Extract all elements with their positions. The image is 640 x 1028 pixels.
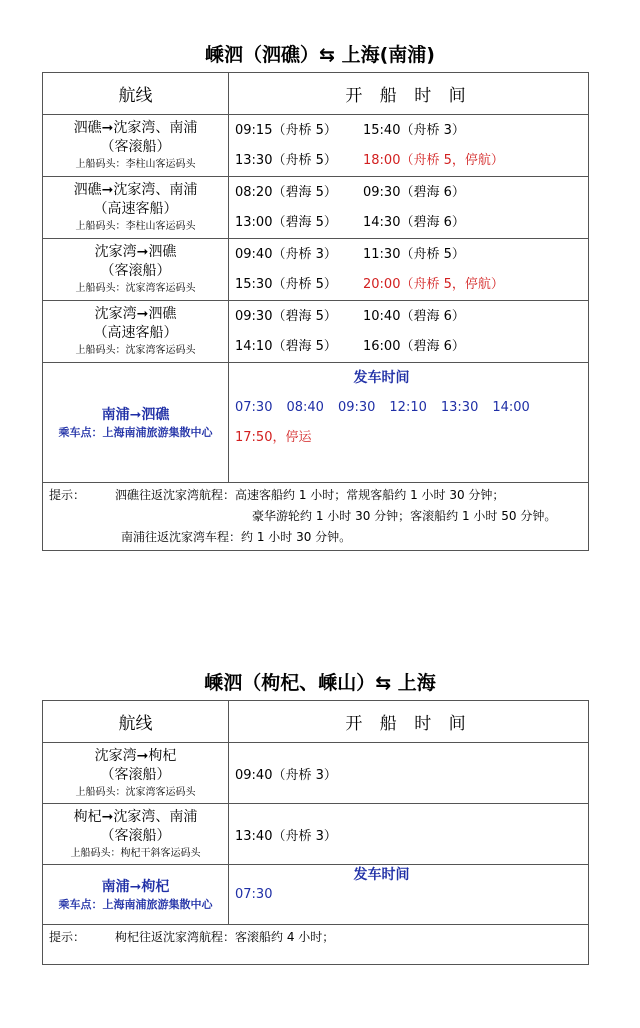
departure-time: 09:15（舟桥 5） [235, 123, 337, 138]
table-row [43, 177, 589, 239]
times-cell [229, 239, 589, 301]
route-name: 沈家湾➞泗礁 [94, 306, 177, 322]
vessel-type: （客滚船） [100, 767, 171, 783]
vessel-type: （高速客船） [93, 325, 178, 341]
bus-route-cell [43, 363, 229, 483]
boarding-pier: 上船码头：沈家湾客运码头 [75, 283, 196, 294]
route-cell [43, 177, 229, 239]
bus-row [43, 865, 589, 925]
bus-stop: 乘车点：上海南浦旅游集散中心 [58, 897, 213, 911]
table-row [43, 804, 589, 865]
route-cell [43, 301, 229, 363]
route-cell [43, 239, 229, 301]
route-cell [43, 115, 229, 177]
header-time: 开 船 时 间 [229, 701, 589, 743]
boarding-pier: 上船码头：李柱山客运码头 [75, 221, 196, 232]
vessel-type: （客滚船） [100, 139, 171, 155]
bus-time: 08:40 [286, 400, 324, 415]
route-cell [43, 743, 229, 804]
times-cell [229, 115, 589, 177]
bus-times-heading: 发车时间 [353, 867, 410, 883]
notes-cell [43, 925, 589, 965]
bus-row [43, 363, 589, 483]
header-route: 航线 [43, 701, 229, 743]
departure-time: 15:30（舟桥 5） [235, 277, 337, 292]
vessel-type: （客滚船） [100, 828, 171, 844]
times-cell [229, 743, 589, 804]
departure-time: 11:30（舟桥 5） [363, 247, 465, 262]
schedule-table-gouqi [42, 700, 589, 965]
notes-row [43, 925, 589, 965]
note-line: 枸杞往返沈家湾航程：客滚船约 4 小时； [115, 930, 335, 944]
section1-title: 嵊泗（泗礁）⇆ 上海(南浦) [205, 44, 435, 66]
departure-time: 13:00（碧海 5） [235, 215, 337, 230]
times-cell [229, 301, 589, 363]
route-name: 泗礁➞沈家湾、南浦 [73, 182, 198, 198]
bus-times-cell [229, 363, 589, 483]
bus-time-suspended: 17:50，停运 [235, 430, 312, 445]
notes-row [43, 483, 589, 551]
bus-times-heading: 发车时间 [353, 370, 410, 386]
route-name: 泗礁➞沈家湾、南浦 [73, 120, 198, 136]
route-name: 沈家湾➞泗礁 [94, 244, 177, 260]
table-row [43, 239, 589, 301]
departure-time-suspended: 20:00（舟桥 5，停航） [363, 277, 504, 292]
bus-route-name: 南浦➞泗礁 [101, 406, 170, 423]
notes-label: 提示： [49, 488, 86, 502]
bus-stop: 乘车点：上海南浦旅游集散中心 [58, 425, 213, 439]
departure-time-suspended: 18:00（舟桥 5，停航） [363, 153, 504, 168]
table-row [43, 301, 589, 363]
departure-time: 14:30（碧海 6） [363, 215, 465, 230]
departure-time: 08:20（碧海 5） [235, 185, 337, 200]
bus-times-cell [229, 865, 589, 925]
table-row [43, 743, 589, 804]
route-name: 沈家湾➞枸杞 [94, 748, 177, 764]
bus-time: 13:30 [440, 400, 479, 415]
table-header [43, 73, 589, 115]
notes-cell [43, 483, 589, 551]
bus-route-cell [43, 865, 229, 925]
note-line: 豪华游轮约 1 小时 30 分钟；客滚船约 1 小时 50 分钟。 [252, 509, 557, 523]
bus-route-name: 南浦➞枸杞 [101, 878, 170, 895]
boarding-pier: 上船码头：李柱山客运码头 [75, 159, 196, 170]
route-name: 枸杞➞沈家湾、南浦 [73, 809, 198, 825]
notes-label: 提示： [49, 930, 86, 944]
boarding-pier: 上船码头：沈家湾客运码头 [75, 345, 196, 356]
departure-time: 10:40（碧海 6） [363, 309, 465, 324]
bus-time: 07:30 [235, 400, 273, 415]
departure-time: 15:40（舟桥 3） [363, 123, 465, 138]
bus-times-list [235, 393, 588, 423]
note-line: 南浦往返沈家湾车程：约 1 小时 30 分钟。 [121, 530, 352, 544]
departure-time: 14:10（碧海 5） [235, 339, 337, 354]
times-cell [229, 177, 589, 239]
vessel-type: （高速客船） [93, 201, 178, 217]
departure-time: 13:30（舟桥 5） [235, 153, 337, 168]
header-route: 航线 [43, 73, 229, 115]
bus-time: 07:30 [235, 887, 273, 902]
table-row [43, 115, 589, 177]
section2-title: 嵊泗（枸杞、嵊山）⇆ 上海 [204, 672, 436, 694]
table-header [43, 701, 589, 743]
route-cell [43, 804, 229, 865]
departure-time: 13:40（舟桥 3） [235, 828, 337, 844]
departure-time: 09:40（舟桥 3） [235, 767, 337, 783]
departure-time: 09:30（碧海 5） [235, 309, 337, 324]
times-cell [229, 804, 589, 865]
departure-time: 16:00（碧海 6） [363, 339, 465, 354]
departure-time: 09:30（碧海 6） [363, 185, 465, 200]
bus-time: 14:00 [492, 400, 530, 415]
departure-time: 09:40（舟桥 3） [235, 247, 337, 262]
header-time: 开 船 时 间 [229, 73, 589, 115]
bus-time: 12:10 [389, 400, 427, 415]
note-line: 泗礁往返沈家湾航程：高速客船约 1 小时；常规客船约 1 小时 30 分钟； [115, 488, 505, 502]
bus-time: 09:30 [337, 400, 376, 415]
vessel-type: （客滚船） [100, 263, 171, 279]
boarding-pier: 上船码头：沈家湾客运码头 [75, 787, 196, 798]
schedule-table-sijiao [42, 72, 589, 551]
boarding-pier: 上船码头：枸杞干斜客运码头 [70, 848, 201, 859]
